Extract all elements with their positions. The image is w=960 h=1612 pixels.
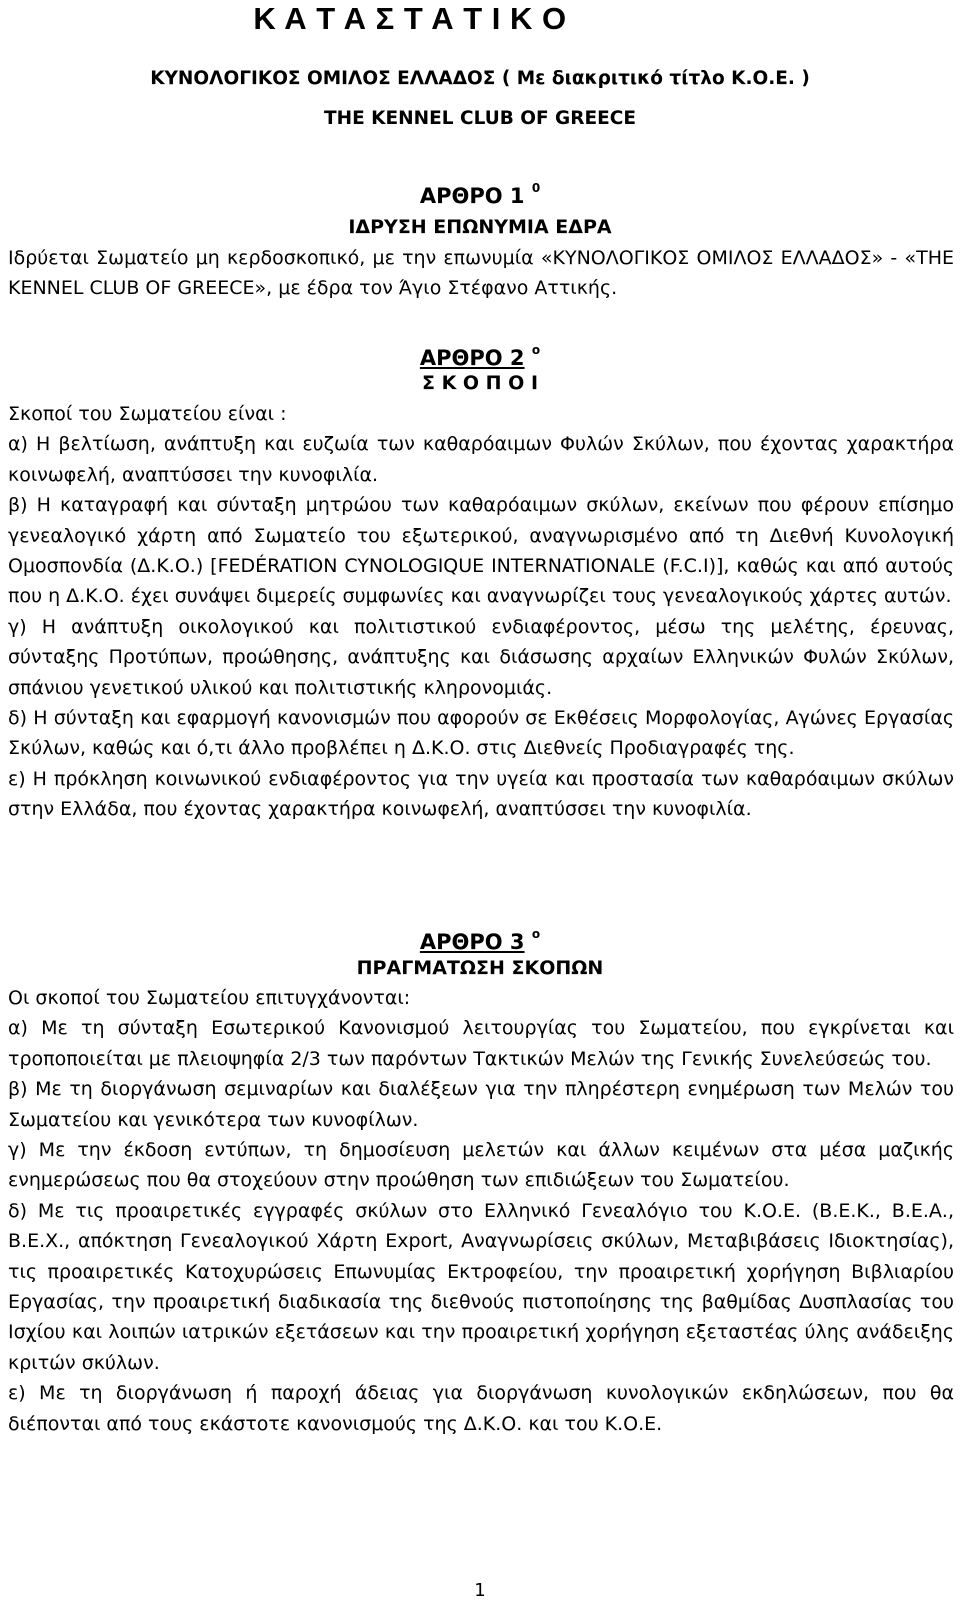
organization-name-en: THE KENNEL CLUB OF GREECE (324, 108, 636, 129)
article-1-heading: ΑΡΘΡΟ 1 $^0$ (419, 181, 541, 208)
article-2-sup: ο (531, 343, 541, 357)
article-3-body (8, 983, 954, 1439)
article-2-item-a: α) Η βελτίωση, ανάπτυξη και ευζωία των καθαρόαιμων Φυλών Σκύλων, που έχοντας χαρακτήρα κοινωφελή, αναπτύσσει την κυνοφιλία. (8, 433, 954, 486)
article-3-item-d: δ) Με τις προαιρετικές εγγραφές σκύλων στο Ελληνικό Γενεαλόγιο του Κ.Ο.Ε. (Β.Ε.Κ., Β.Ε.Α., Β.Ε.Χ., απόκτηση Γενεαλογικού Χάρτη Export, Αναγνωρίσεις σκύλων, Μεταβιβάσεις Ιδιοκτησίας), τις προαιρετικές Κατοχυρώσεις Επωνυμίας Εκτροφείου, την προαιρετική χορήγηση Βιβλιαρίου Εργασίας, την προαιρετική διαδικασία της διεθνούς πιστοποίησης της βαθμίδας Δυσπλασίας του Ισχίου και λοιπών ιατρικών εξετάσεων και την προαιρετική χορήγηση εξεταστέας ύλης ανάδειξης κριτών σκύλων. (8, 1199, 954, 1374)
document-title: Κ Α Τ Α Σ Τ Α Τ Ι Κ Ο (253, 1, 567, 36)
article-1-sup: 0 (531, 181, 541, 195)
article-3-item-e: ε) Με τη διοργάνωση ή παροχή άδειας για διοργάνωση κυνολογικών εκδηλώσεων, που θα διέπονται από τους εκάστοτε κανονισμούς της Δ.Κ.Ο. και του Κ.Ο.Ε. (8, 1382, 954, 1435)
article-2-item-b: β) Η καταγραφή και σύνταξη μητρώου των καθαρόαιμων σκύλων, εκείνων που φέρουν επίσημο γενεαλογικό χάρτη από Σωματείο του εξωτερικού, αναγνωρισμένο από τη Διεθνή Κυνολογική Ομοσπονδία (Δ.Κ.Ο.) [FEDÉRATION CYNOLOGIQUE INTERNATIONALE (F.C.I)], καθώς και από αυτούς που η Δ.Κ.Ο. έχει συνάψει διμερείς συμφωνίες και αναγνωρίζει τους γενεαλογικούς χάρτες αυτών. (8, 494, 954, 608)
article-2-item-e: ε) Η πρόκληση κοινωνικού ενδιαφέροντος για την υγεία και προστασία των καθαρόαιμων σκύλων στην Ελλάδα, που έχοντας χαρακτήρα κοινωφελή, αναπτύσσει την κυνοφιλία. (8, 767, 954, 821)
article-3-sup: ο (531, 927, 541, 941)
article-2-item-c: γ) Η ανάπτυξη οικολογικού και πολιτιστικού ενδιαφέροντος, μέσω της μελέτης, έρευνας, σύνταξης Προτύπων, προώθησης, ανάπτυξης και διάσωσης αρχαίων Ελληνικών Φυλών Σκύλων, σπάνιου γενετικού υλικού και πολιτιστικής κληρονομιάς. (8, 615, 954, 699)
article-3-item-b: β) Με τη διοργάνωση σεμιναρίων και διαλέξεων για την πληρέστερη ενημέρωση των Μελών του Σωματείου και γενικότερα των κυνοφίλων. (8, 1078, 954, 1131)
article-3-item-a: α) Με τη σύνταξη Εσωτερικού Κανονισμού λειτουργίας του Σωματείου, που εγκρίνεται και τροποποιείται με πλειοψηφία 2/3 των παρόντων Τακτικών Μελών της Γενικής Συνελεύσεώς του. (8, 1017, 954, 1070)
organization-name: ΚΥΝΟΛΟΓΙΚΟΣ ΟΜΙΛΟΣ ΕΛΛΑΔΟΣ ( Με διακριτικό τίτλο Κ.Ο.Ε. ) (150, 68, 810, 89)
article-1-paragraph: Ιδρύεται Σωματείο μη κερδοσκοπικό, με την επωνυμία «ΚΥΝΟΛΟΓΙΚΟΣ ΟΜΙΛΟΣ ΕΛΛΑΔΟΣ» - «THE KENNEL CLUB OF GREECE», με έδρα τον Άγιο Στέφανο Αττικής. (8, 247, 954, 300)
page-number: 1 (474, 1580, 486, 1601)
article-1-title: ΙΔΡΥΣΗ ΕΠΩΝΥΜΙΑ ΕΔΡΑ (348, 216, 612, 238)
article-2-heading: ΑΡΘΡΟ 2 $^o$ (419, 343, 541, 370)
article-2-title: Σ Κ Ο Π Ο Ι (421, 372, 539, 394)
article-1-body (8, 243, 954, 304)
article-3-intro: Οι σκοποί του Σωματείου επιτυγχάνονται: (8, 987, 411, 1009)
article-2-intro: Σκοποί του Σωματείου είναι : (8, 403, 287, 425)
article-2-item-d: δ) Η σύνταξη και εφαρμογή κανονισμών που αφορούν σε Εκθέσεις Μορφολογίας, Αγώνες Εργασίας Σκύλων, καθώς και ό,τι άλλο προβλέπει η Δ.Κ.Ο. στις Διεθνείς Προδιαγραφές της. (8, 707, 954, 760)
article-3-heading: ΑΡΘΡΟ 3 $^o$ (419, 927, 541, 954)
article-3-item-c: γ) Με την έκδοση εντύπων, τη δημοσίευση μελετών και άλλων κειμένων στα μέσα μαζικής ενημερώσεως που θα στοχεύουν στην προώθηση των επιδιώξεων του Σωματείου. (8, 1139, 954, 1192)
article-3-title: ΠΡΑΓΜΑΤΩΣΗ ΣΚΟΠΩΝ (356, 957, 604, 979)
article-2-body (8, 399, 954, 825)
